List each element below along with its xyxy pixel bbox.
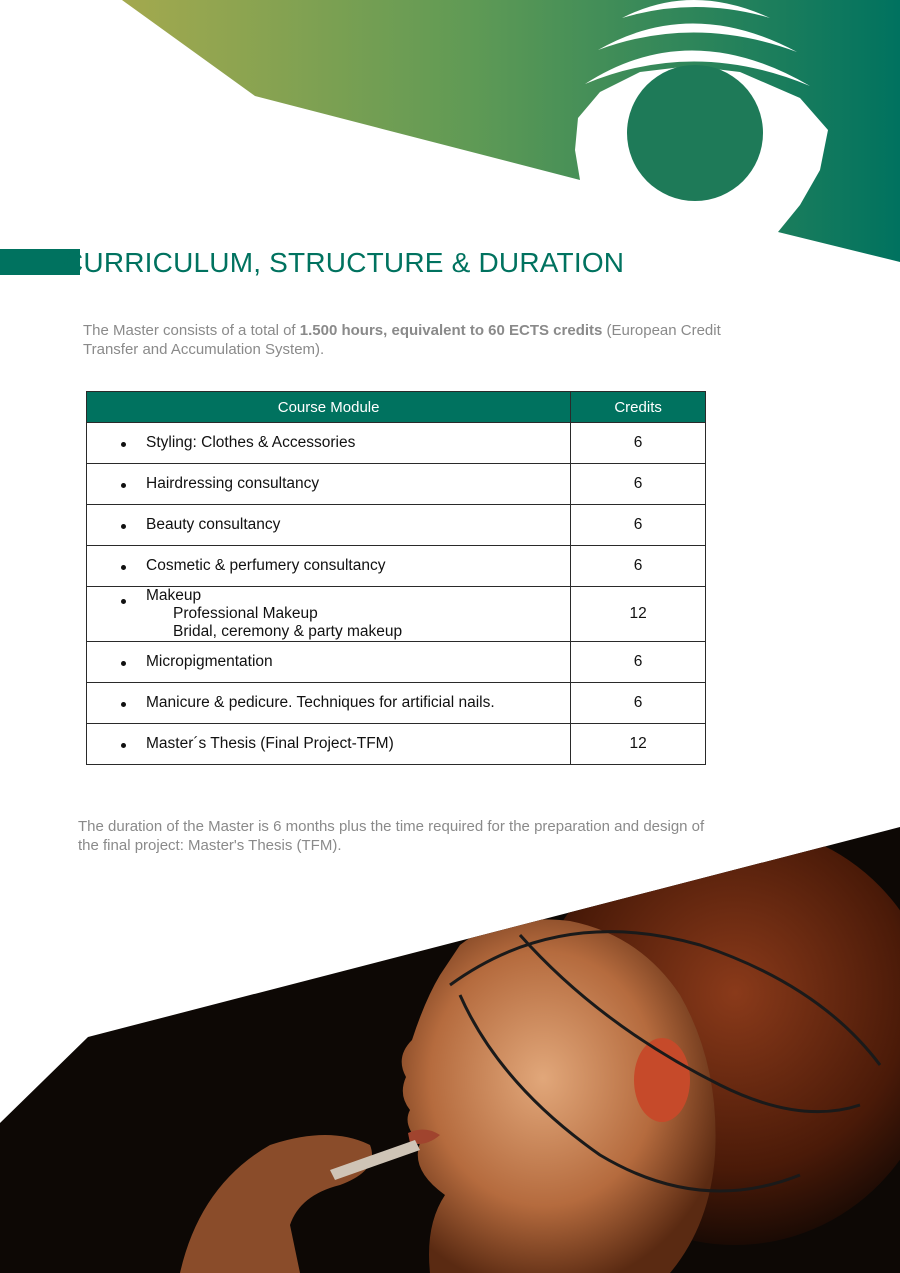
gradient-band [122,0,900,262]
module-name: Makeup [146,587,202,604]
bullet-icon [121,524,126,529]
header-credits: Credits [571,392,706,423]
module-cell [87,683,571,724]
module-cell [87,423,571,464]
intro-prefix: The Master consists of a total of [83,322,300,339]
table-row [87,724,706,765]
table-row [87,683,706,724]
credits-cell: 6 [571,464,706,505]
credits-cell: 12 [571,724,706,765]
intro-suffix: (European Credit Transfer and Accumulation System). [83,322,721,358]
brand-eye-graphic [0,0,900,270]
intro-paragraph [83,321,733,359]
bullet-icon [121,599,126,604]
credits-cell: 6 [571,423,706,464]
module-name: Cosmetic & perfumery consultancy [146,557,386,574]
submodule-name: Professional Makeup [173,605,318,622]
credits-cell: 6 [571,505,706,546]
module-name: Manicure & pedicure. Techniques for artificial nails. [146,694,495,711]
table-row [87,587,706,642]
header-course-module: Course Module [87,392,571,423]
module-name: Master´s Thesis (Final Project-TFM) [146,735,394,752]
table-row [87,642,706,683]
table-row [87,423,706,464]
credits-cell: 6 [571,642,706,683]
submodule-name: Bridal, ceremony & party makeup [173,623,403,640]
module-cell [87,587,571,642]
course-modules-table [86,391,706,765]
module-cell [87,505,571,546]
module-cell [87,642,571,683]
module-name: Beauty consultancy [146,516,281,533]
credits-cell: 6 [571,683,706,724]
ear-shape [634,1038,690,1122]
bullet-icon [121,483,126,488]
bullet-icon [121,743,126,748]
credits-cell: 6 [571,546,706,587]
module-cell [87,546,571,587]
module-name: Micropigmentation [146,653,273,670]
bullet-icon [121,565,126,570]
module-cell [87,464,571,505]
makeup-model-photo [0,825,900,1273]
module-name: Styling: Clothes & Accessories [146,434,356,451]
credits-cell: 12 [571,587,706,642]
table-row [87,505,706,546]
table-row [87,464,706,505]
eye-pupil [627,65,763,201]
bullet-icon [121,661,126,666]
page-title: CURRICULUM, STRUCTURE & DURATION [63,247,625,278]
intro-highlight: 1.500 hours, equivalent to 60 ECTS credits [299,322,603,339]
table-header-row [87,392,706,423]
bullet-icon [121,442,126,447]
module-cell [87,724,571,765]
table-row [87,546,706,587]
module-name: Hairdressing consultancy [146,475,320,492]
duration-paragraph: The duration of the Master is 6 months plus the time required for the preparation and design of the final project: Master's Thesis (TFM). [78,818,705,854]
bullet-icon [121,702,126,707]
